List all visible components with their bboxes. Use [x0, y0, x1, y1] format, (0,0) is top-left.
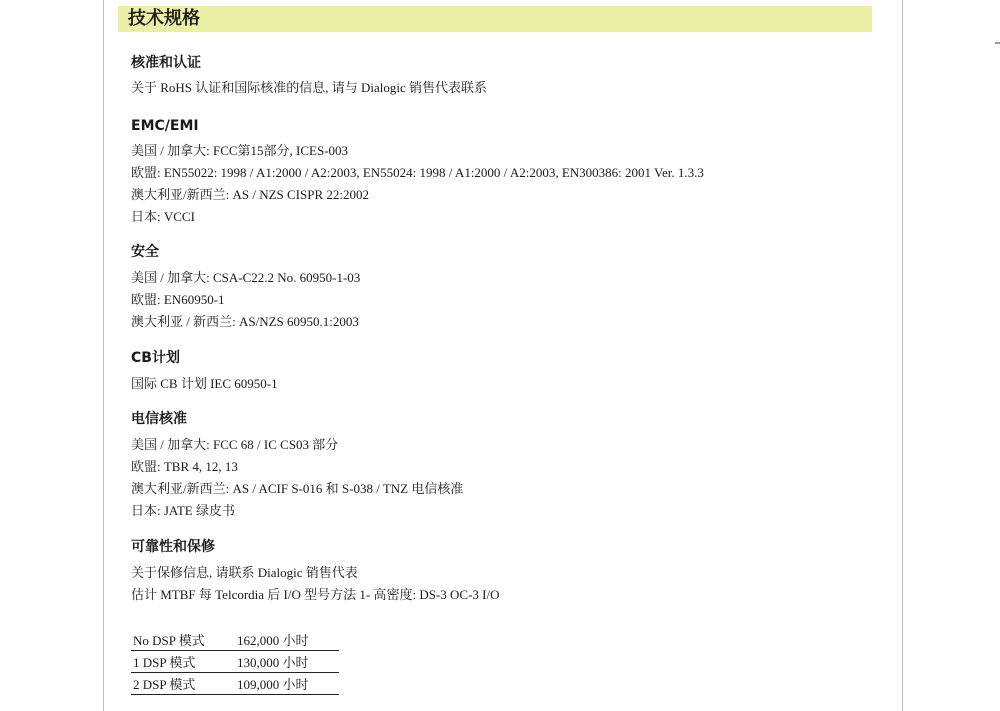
telecom-line-us-canada: 美国 / 加拿大: FCC 68 / IC CS03 部分	[131, 437, 339, 452]
table-row	[131, 651, 339, 673]
telecom-line-japan: 日本: JATE 绿皮书	[131, 503, 236, 518]
mtbf-hours-cell: 130,000 小时	[235, 651, 339, 673]
section-heading-approvals: 核准和认证	[131, 55, 201, 71]
corner-mark	[995, 42, 1000, 44]
section-heading-safety: 安全	[131, 244, 159, 260]
table-row	[131, 629, 339, 651]
cb-line: 国际 CB 计划 IEC 60950-1	[131, 376, 278, 391]
reliability-line-warranty: 关于保修信息, 请联系 Dialogic 销售代表	[131, 565, 358, 580]
telecom-line-au-nz: 澳大利亚/新西兰: AS / ACIF S-016 和 S-038 / TNZ 电信核准	[131, 481, 464, 496]
mtbf-mode-cell: 1 DSP 模式	[131, 651, 235, 673]
section-heading-reliability: 可靠性和保修	[131, 539, 215, 555]
page-title: 技术规格	[128, 8, 200, 29]
emc-line-au-nz: 澳大利亚/新西兰: AS / NZS CISPR 22:2002	[131, 187, 370, 202]
emc-line-us-canada: 美国 / 加拿大: FCC第15部分, ICES-003	[131, 143, 349, 158]
table-row	[131, 673, 339, 695]
telecom-line-eu: 欧盟: TBR 4, 12, 13	[131, 459, 238, 474]
mtbf-mode-cell: No DSP 模式	[131, 629, 235, 651]
reliability-line-mtbf: 估计 MTBF 每 Telcordia 后 I/O 型号方法 1- 高密度: DS-3 OC-3 I/O	[131, 587, 500, 602]
section-heading-cb: CB计划	[131, 350, 180, 366]
safety-line-eu: 欧盟: EN60950-1	[131, 292, 225, 307]
section-heading-telecom: 电信核准	[131, 411, 187, 427]
page-edge-right	[902, 0, 903, 711]
mtbf-hours-cell: 109,000 小时	[235, 673, 339, 695]
approvals-line: 关于 RoHS 认证和国际核准的信息, 请与 Dialogic 销售代表联系	[131, 80, 488, 95]
emc-line-eu: 欧盟: EN55022: 1998 / A1:2000 / A2:2003, EN55024: 1998 / A1:2000 / A2:2003, EN300386: 2001 Ver. 1.3.3	[131, 165, 704, 180]
emc-line-japan: 日本: VCCI	[131, 209, 195, 224]
safety-line-us-canada: 美国 / 加拿大: CSA-C22.2 No. 60950-1-03	[131, 270, 361, 285]
safety-line-au-nz: 澳大利亚 / 新西兰: AS/NZS 60950.1:2003	[131, 314, 359, 329]
page-edge-left	[103, 0, 104, 711]
mtbf-hours-cell: 162,000 小时	[235, 629, 339, 651]
section-heading-emc: EMC/EMI	[131, 118, 199, 134]
title-band	[118, 6, 872, 32]
mtbf-mode-cell: 2 DSP 模式	[131, 673, 235, 695]
mtbf-table	[131, 629, 339, 695]
